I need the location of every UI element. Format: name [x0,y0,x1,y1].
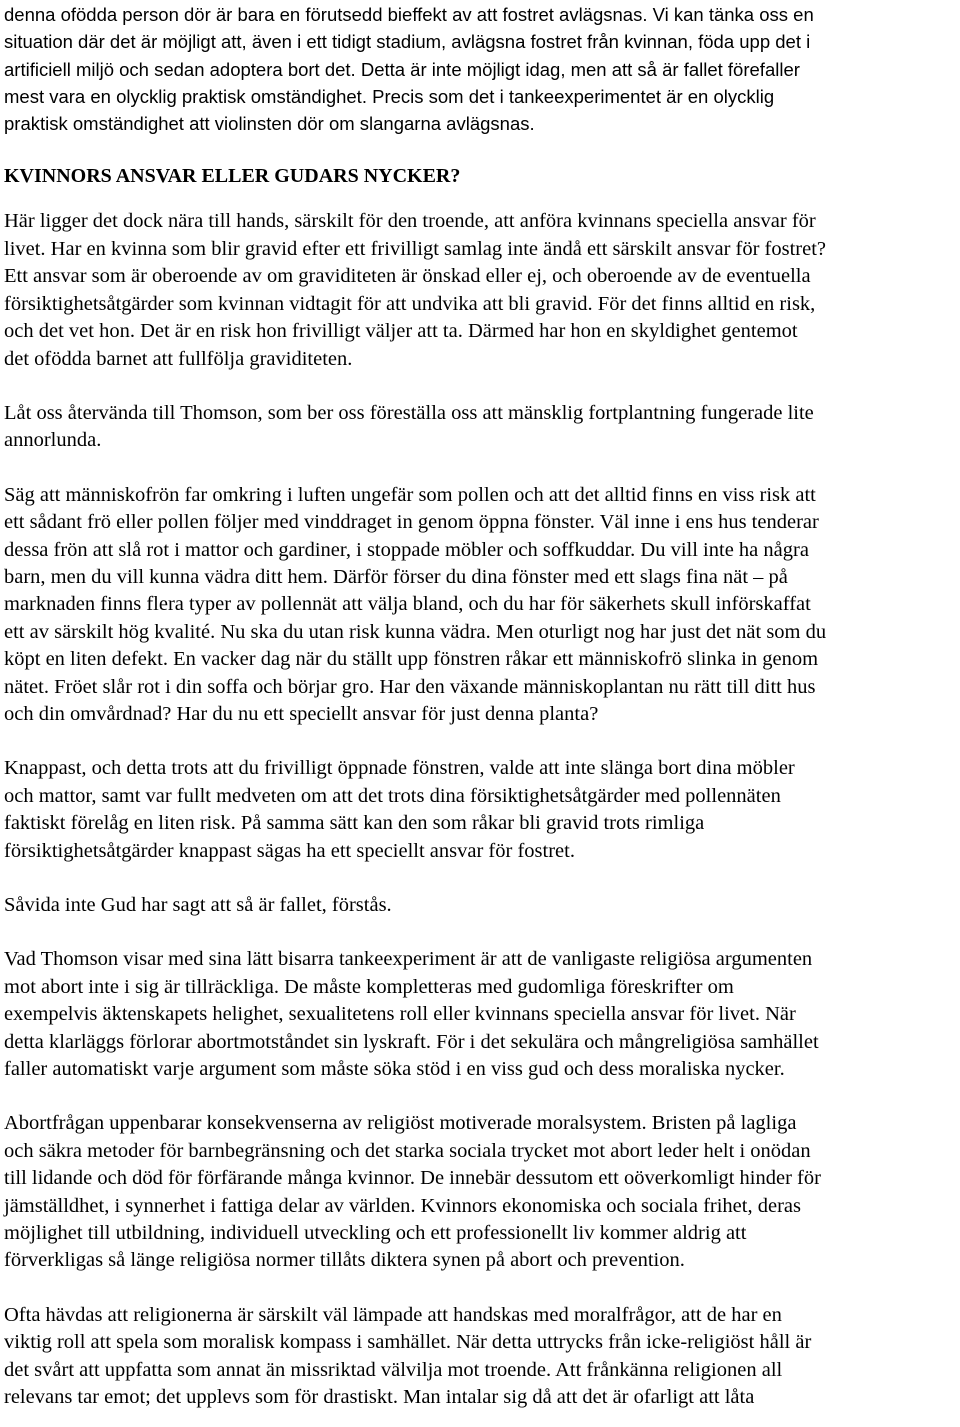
text-line: ett sådant frö eller pollen följer med vinddraget in genom öppna fönster. Väl inne i ens hus tenderar [4,511,819,534]
text-line: livet. Har en kvinna som blir gravid efter ett frivilligt samlag inte ändå ett särskilt ansvar för fostret? [4,237,827,260]
text-line: situation där det är möjligt att, även i ett tidigt stadium, avlägsna fostret från kvinnan, föda upp det i [4,31,811,53]
body-paragraph-6 [4,946,956,1083]
body-paragraph-5 [4,892,956,919]
text-line: detta klarläggs förlorar abortmotståndet sin lyskraft. För i det sekulära och mångreligiösa samhället [4,1030,819,1053]
text-line: Abortfrågan uppenbarar konsekvenserna av religiöst motiverade moralsystem. Bristen på lagliga [4,1112,797,1135]
intro-paragraph [4,0,956,137]
text-line: Ofta hävdas att religionerna är särskilt väl lämpade att handskas med moralfrågor, att de har en [4,1303,782,1326]
text-line: Här ligger det dock nära till hands, särskilt för den troende, att anföra kvinnans speciella ansvar för [4,210,816,233]
text-line: Såvida inte Gud har sagt att så är fallet, förstås. [4,894,392,917]
body-paragraph-2 [4,400,956,455]
text-line: förverkligas så länge religiösa normer tillåts diktera synen på abort och prevention. [4,1249,685,1272]
section-heading: KVINNORS ANSVAR ELLER GUDARS NYCKER? [4,165,461,188]
text-line: nätet. Fröet slår rot i din soffa och börjar gro. Har den växande människoplantan nu rätt till ditt hus [4,675,816,698]
text-line: Säg att människofrön far omkring i luften ungefär som pollen och att det alltid finns en viss risk att [4,483,816,506]
text-line: exempelvis äktenskapets helighet, sexualitetens roll eller kvinnans speciella ansvar för livet. När [4,1003,796,1026]
text-line: Knappast, och detta trots att du frivilligt öppnade fönstren, valde att inte slänga bort dina möbler [4,757,795,780]
text-line: Vad Thomson visar med sina lätt bisarra tankeexperiment är att de vanligaste religiösa argumenten [4,948,813,971]
text-line: mest vara en olycklig praktisk omständighet. Precis som det i tankeexperimentet är en olycklig [4,85,775,107]
text-line: och det vet hon. Det är en risk hon frivilligt väljer att ta. Därmed har hon en skyldighet gentemot [4,320,798,343]
text-line: mot abort inte i sig är tillräckliga. De måste kompletteras med gudomliga föreskrifter om [4,975,734,998]
text-line: och din omvårdnad? Har du nu ett speciellt ansvar för just denna planta? [4,702,599,725]
text-line: viktig roll att spela som moralisk kompass i samhället. När detta uttrycks från icke-religiöst håll är [4,1331,812,1354]
body-paragraph-7 [4,1110,956,1274]
text-line: annorlunda. [4,429,102,452]
text-line: marknaden finns flera typer av pollennät att välja bland, och du har för säkerhets skull införskaffat [4,593,811,616]
text-line: det ofödda barnet att fullfölja graviditeten. [4,347,353,370]
body-paragraph-3 [4,482,956,729]
text-line: det svårt att uppfatta som annat än missriktad välvilja mot troende. Att frånkänna religionen all [4,1358,783,1381]
text-line: artificiell miljö och sedan adoptera bort det. Detta är inte möjligt idag, men att så är fallet förefaller [4,58,800,80]
text-line: Låt oss återvända till Thomson, som ber oss föreställa oss att mänsklig fortplantning fungerade lite [4,401,814,424]
body-paragraph-8 [4,1302,956,1412]
text-line: faller automatiskt varje argument som måste söka stöd i en viss gud och dess moraliska nycker. [4,1058,785,1081]
text-line: möjlighet till utbildning, individuell utveckling och ett professionellt liv kommer aldrig att [4,1222,747,1245]
document-page [4,0,956,1412]
body-paragraph-4 [4,755,956,865]
text-line: till lidande och död för förfärande många kvinnor. De innebär dessutom ett oöverkomligt hinder för [4,1167,821,1190]
text-line: praktisk omständighet att violinsten dör om slangarna avlägsnas. [4,113,535,135]
text-line: jämställdhet, i synnerhet i fattiga delar av världen. Kvinnors ekonomiska och sociala frihet, deras [4,1194,801,1217]
text-line: Ett ansvar som är oberoende av om graviditeten är önskad eller ej, och oberoende av de eventuella [4,265,811,288]
text-line: och mattor, samt var fullt medveten om att det trots dina försiktighetsåtgärder med pollennäten [4,784,781,807]
text-line: och säkra metoder för barnbegränsning och det starka sociala trycket mot abort leder helt i onödan [4,1139,811,1162]
text-line: försiktighetsåtgärder som kvinnan vidtagit för att undvika att bli gravid. För det finns alltid en risk, [4,292,816,315]
body-paragraph-1 [4,208,956,372]
text-line: köpt en liten defekt. En vacker dag när du ställt upp fönstren råkar ett människofrö slinka in genom [4,648,819,671]
text-line: relevans tar emot; det upplevs som för drastiskt. Man intalar sig då att det är ofarligt att låta [4,1386,755,1409]
text-line: dessa frön att slå rot i mattor och gardiner, i stoppade möbler och soffkuddar. Du vill inte ha några [4,538,809,561]
text-line: denna ofödda person dör är bara en förutsedd bieffekt av att fostret avlägsnas. Vi kan tänka oss en [4,4,814,25]
text-line: barn, men du vill kunna vädra ditt hem. Därför förser du dina fönster med ett slags fina nät – på [4,565,788,588]
text-line: faktiskt förelåg en liten risk. På samma sätt kan den som råkar bli gravid trots rimliga [4,812,705,835]
text-line: försiktighetsåtgärder knappast sägas ha ett speciellt ansvar för fostret. [4,839,575,862]
text-line: ett av särskilt hög kvalité. Nu ska du utan risk kunna vädra. Men oturligt nog har just det nät som du [4,620,827,643]
